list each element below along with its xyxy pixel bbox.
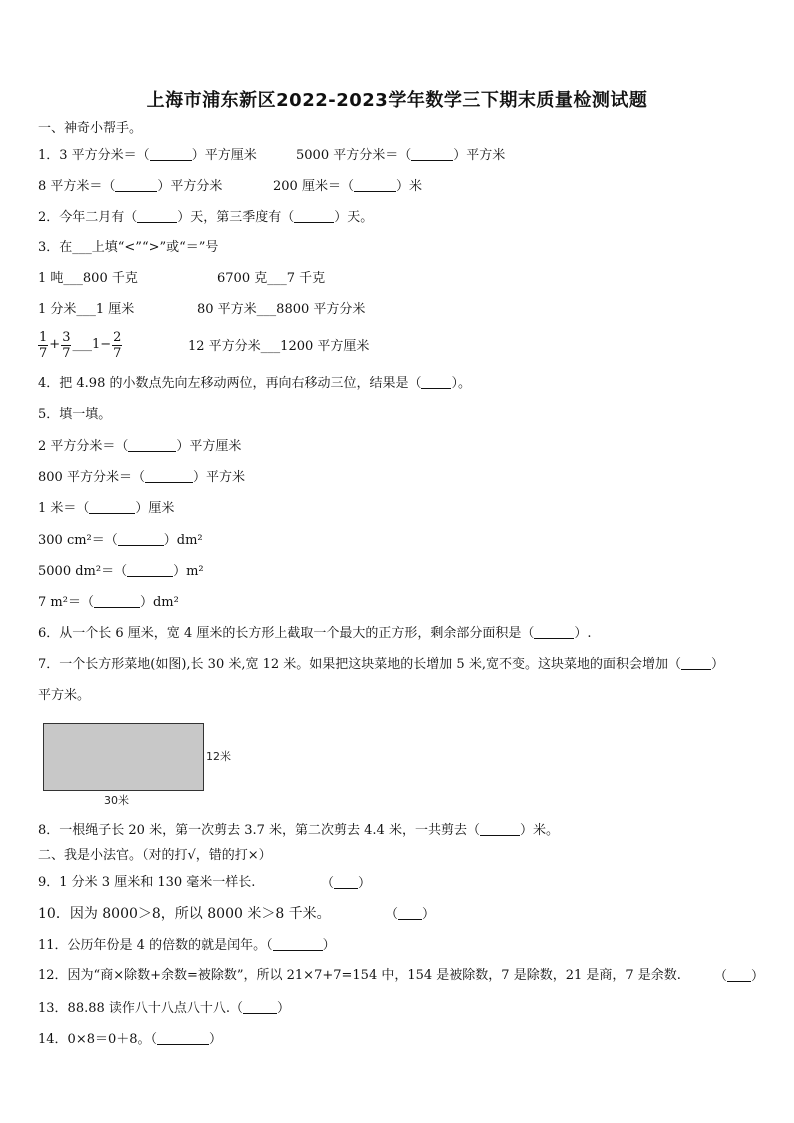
q7-end: ） [710, 657, 724, 672]
question-8 [38, 821, 559, 840]
question-5-stem: 5．填一填。 [38, 407, 112, 422]
question-1-a [38, 146, 257, 165]
q7-text: 7．一个长方形菜地(如图),长 30 米,宽 12 米。如果把这块菜地的长增加 5 米,宽不变。这块菜地的面积会增加（ [38, 657, 681, 672]
question-5-l5: 5000 dm²＝（ ）m² [38, 564, 204, 579]
question-1-b [296, 146, 505, 165]
question-9: 9．1 分米 3 厘米和 130 毫米一样长. [38, 875, 256, 890]
question-13: 13．88.88 读作八十八点八十八.（ ） [38, 1001, 291, 1016]
answer-blank[interactable] [480, 821, 520, 836]
question-14: 14．0×8＝0＋8。（ ） [38, 1032, 223, 1047]
question-10: 10．因为 8000＞8，所以 8000 米＞8 千米。 [38, 906, 331, 922]
q6-text: 6．从一个长 6 厘米，宽 4 厘米的长方形上截取一个最大的正方形，剩余部分面积是（ [38, 626, 535, 641]
q1c-unit: ）平方分米 [157, 179, 223, 194]
question-6 [38, 624, 591, 643]
answer-blank[interactable] [727, 967, 751, 982]
q1d-text: 200 厘米＝（ [273, 179, 354, 194]
question-10-answer: （ ） [385, 907, 436, 922]
q1b-unit: ）平方米 [453, 148, 506, 163]
question-3-r3b: 12 平方分米___1200 平方厘米 [188, 339, 370, 354]
answer-blank[interactable] [128, 437, 176, 452]
page-title: 上海市浦东新区2022-2023学年数学三下期末质量检测试题 [146, 90, 648, 111]
fraction: $\frac{2}{7}$ [113, 329, 122, 361]
question-5-l6: 7 m²＝（ ）dm² [38, 595, 179, 610]
answer-blank[interactable] [681, 655, 711, 670]
question-3-r1b: 6700 克___7 千克 [217, 271, 326, 286]
answer-blank[interactable] [157, 1030, 209, 1045]
question-9-answer: （ ） [321, 876, 372, 891]
question-11: 11．公历年份是 4 的倍数的就是闰年。（ ） [38, 938, 336, 953]
answer-blank[interactable] [115, 177, 157, 192]
q2-text-mid: ）天，第三季度有（ [177, 210, 295, 225]
answer-blank[interactable] [137, 208, 177, 223]
answer-blank[interactable] [354, 177, 396, 192]
question-1-d [273, 177, 422, 196]
section-2-heading: 二、我是小法官。（对的打√，错的打×） [38, 848, 272, 863]
vegetable-plot-rectangle [43, 723, 204, 791]
q2-text-end: ）天。 [334, 210, 374, 225]
question-3-stem: 3．在___上填“<”“>”或“＝”号 [38, 240, 219, 255]
answer-blank[interactable] [243, 999, 277, 1014]
answer-blank[interactable] [334, 874, 358, 889]
section-1-heading: 一、神奇小帮手。 [38, 121, 143, 136]
answer-blank[interactable] [294, 208, 334, 223]
compare-blank: ___1− [72, 337, 112, 352]
length-label: 30米 [104, 794, 129, 807]
q1a-text: 1．3 平方分米＝（ [38, 148, 150, 163]
answer-blank[interactable] [118, 531, 164, 546]
q1b-text: 5000 平方分米＝（ [296, 148, 412, 163]
answer-blank[interactable] [150, 146, 192, 161]
fraction: $\frac{3}{7}$ [62, 329, 71, 361]
question-2 [38, 208, 373, 227]
q8-text: 8．一根绳子长 20 米，第一次剪去 3.7 米，第二次剪去 4.4 米，一共剪去（ [38, 823, 480, 838]
answer-blank[interactable] [94, 593, 140, 608]
question-5-l1: 2 平方分米＝（ ）平方厘米 [38, 439, 242, 454]
q1d-unit: ）米 [395, 179, 422, 194]
question-7-line2: 平方米。 [38, 688, 91, 703]
answer-blank[interactable] [127, 562, 173, 577]
answer-blank[interactable] [273, 936, 323, 951]
answer-blank[interactable] [145, 468, 193, 483]
question-12: 12．因为“商×除数+余数=被除数”，所以 21×7+7=154 中，154 是被除数，7 是除数，21 是商，7 是余数. [38, 968, 681, 983]
question-5-l4: 300 cm²＝（ ）dm² [38, 533, 203, 548]
question-3-r2a: 1 分米___1 厘米 [38, 302, 135, 317]
answer-blank[interactable] [421, 374, 451, 389]
answer-blank[interactable] [411, 146, 453, 161]
answer-blank[interactable] [398, 905, 422, 920]
question-5-l2: 800 平方分米＝（ ）平方米 [38, 470, 245, 485]
question-3-r1a: 1 吨___800 千克 [38, 271, 138, 286]
question-7 [38, 655, 724, 674]
answer-blank[interactable] [534, 624, 574, 639]
q1c-text: 8 平方米＝（ [38, 179, 116, 194]
q2-text: 2．今年二月有（ [38, 210, 138, 225]
fraction: $\frac{1}{7}$ [39, 329, 48, 361]
question-3-fraction-compare: $\frac{1}{7}$ + $\frac{3}{7}$ ___1− $\frac{2}{7}$ [38, 327, 122, 364]
q8-end: ）米。 [519, 823, 559, 838]
q4-end: ）。 [451, 376, 471, 391]
q1a-unit: ）平方厘米 [191, 148, 257, 163]
question-12-answer: （ ） [714, 969, 765, 984]
question-4 [38, 374, 471, 393]
answer-blank[interactable] [89, 499, 135, 514]
question-3-r2b: 80 平方米___8800 平方分米 [197, 302, 366, 317]
q6-end: ）. [574, 626, 592, 641]
width-label: 12米 [206, 750, 231, 763]
question-5-l3: 1 米＝（ ）厘米 [38, 501, 175, 516]
question-1-c [38, 177, 222, 196]
q4-text: 4．把 4.98 的小数点先向左移动两位，再向右移动三位，结果是（ [38, 376, 422, 391]
